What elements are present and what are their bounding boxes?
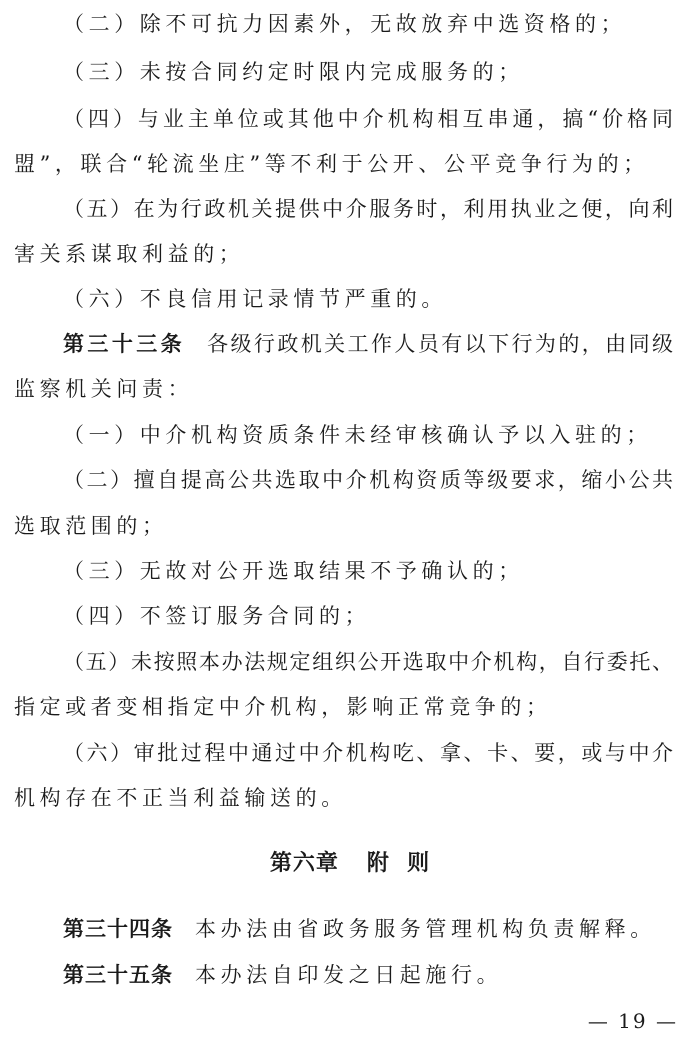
item-line: （六）不良信用记录情节严重的。 xyxy=(63,287,447,311)
chapter-heading xyxy=(0,849,700,879)
item-line: （四）与业主单位或其他中介机构相互串通，搞“价格同 xyxy=(63,107,673,131)
item-line: （五）在为行政机关提供中介服务时，利用执业之便，向利 xyxy=(63,197,673,221)
chapter-title: 附 则 xyxy=(366,851,431,876)
article-33-item: （五）未按照本办法规定组织公开选取中介机构，自行委托、 xyxy=(63,650,673,674)
chapter-number: 第六章 xyxy=(269,851,339,876)
article-33-paragraph xyxy=(0,329,700,359)
item-line: （二）除不可抗力因素外，无故放弃中选资格的； xyxy=(63,12,627,36)
item-line: （三）未按合同约定时限内完成服务的； xyxy=(63,60,524,84)
article-33-item: 机构存在不正当利益输送的。 xyxy=(14,786,347,810)
article-33-title: 第三十三条 xyxy=(63,332,186,356)
article-33-item: （六）审批过程中通过中介机构吃、拿、卡、要，或与中介 xyxy=(63,741,673,765)
article-33-text: 各级行政机关工作人员有以下行为的，由同级 xyxy=(207,332,674,356)
item-line: 盟”，联合“轮流坐庄”等不利于公开、公平竞争行为的； xyxy=(14,152,649,176)
article-35-paragraph xyxy=(0,960,700,990)
page-number: — 19 — xyxy=(587,1009,678,1033)
article-33-item: （一）中介机构资质条件未经审核确认予以入驻的； xyxy=(63,423,652,447)
item-line: 害关系谋取利益的； xyxy=(14,242,245,266)
article-34-paragraph xyxy=(0,914,700,944)
article-33-item: 选取范围的； xyxy=(14,514,168,538)
article-33-item: 指定或者变相指定中介机构，影响正常竞争的； xyxy=(14,695,552,719)
article-34-title: 第三十四条 xyxy=(63,917,173,941)
article-34-text: 本办法由省政务服务管理机构负责解释。 xyxy=(195,917,656,941)
article-33-text-cont: 监察机关问责： xyxy=(14,377,194,401)
article-33-item: （三）无故对公开选取结果不予确认的； xyxy=(63,559,524,583)
article-35-title: 第三十五条 xyxy=(63,963,173,987)
article-33-item: （四）不签订服务合同的； xyxy=(63,604,371,628)
article-33-item: （二）擅自提高公共选取中介机构资质等级要求，缩小公共 xyxy=(63,468,673,492)
article-35-text: 本办法自印发之日起施行。 xyxy=(195,963,503,987)
